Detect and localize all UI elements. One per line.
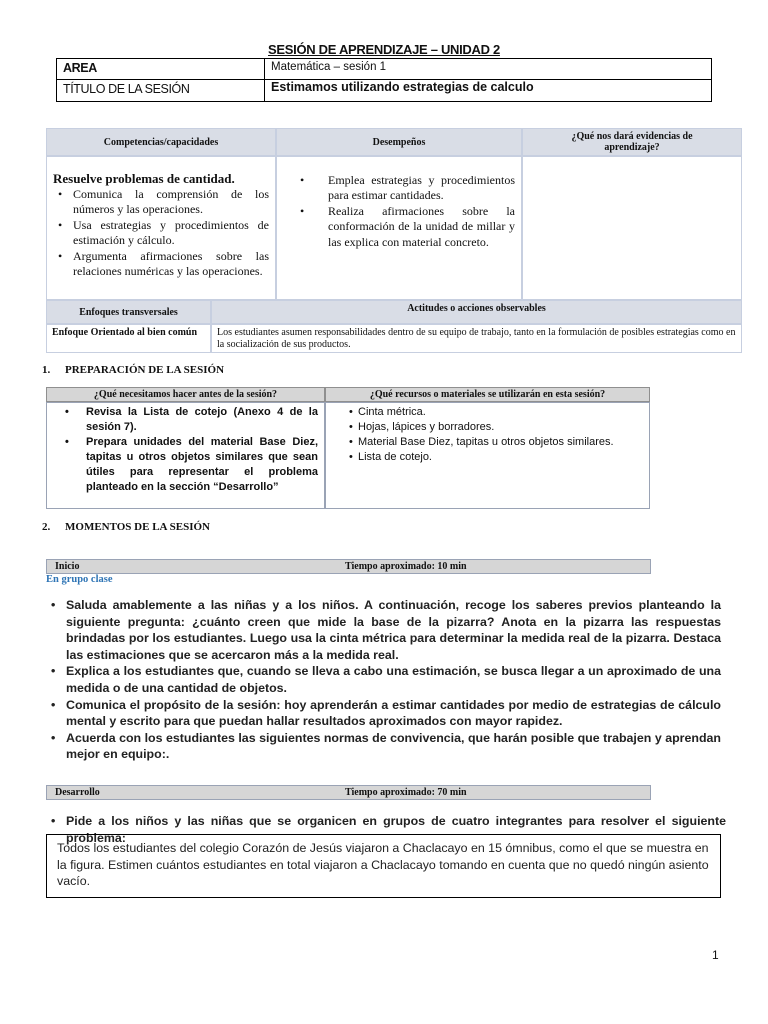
list-item: • Argumenta afirmaciones sobre las relaciones numéricas y las operaciones.	[53, 249, 269, 280]
section-number: 2.	[42, 521, 51, 533]
competencias-table	[46, 128, 742, 353]
list-item: • Comunica la comprensión de los números y las operaciones.	[53, 187, 269, 218]
competencia-title: Resuelve problemas de cantidad.	[53, 171, 235, 186]
column-divider	[264, 58, 265, 102]
section-1-heading	[42, 364, 224, 376]
list-item: • Comunica el propósito de la sesión: hoy aprenderán a estimar cantidades por medio de estrategias de cálculo mental y escrito para que puedan hallar resultados aproximados con mayor rapidez.	[46, 697, 721, 730]
evidencias-cell	[522, 156, 742, 300]
list-item: • Prepara unidades del material Base Diez, tapitas u otros objetos similares que sean útiles para representar el problema planteado en la sección “Desarrollo”	[60, 435, 318, 495]
list-item: • Pide a los niños y las niñas que se organicen en grupos de cuatro integrantes para resolver el siguiente problema:	[46, 813, 726, 846]
list-item: • Hojas, lápices y borradores.	[344, 420, 643, 435]
enfoque-cell: Enfoque Orientado al bien común	[46, 324, 211, 353]
desarrollo-time-bar	[46, 785, 651, 800]
competencias-cell	[46, 156, 276, 300]
section-2-heading	[42, 521, 210, 533]
header-actitudes: Actitudes o acciones observables	[211, 300, 742, 324]
header-evidencias: ¿Qué nos dará evidencias de aprendizaje?	[522, 128, 742, 156]
resources-cell	[325, 402, 650, 509]
area-row	[57, 59, 711, 80]
capacidades-list	[53, 187, 269, 279]
list-item: • Material Base Diez, tapitas u otros objetos similares.	[344, 435, 643, 450]
header-enfoques: Enfoques transversales	[46, 300, 211, 324]
desempenos-cell	[276, 156, 522, 300]
desarrollo-label: Desarrollo	[55, 787, 100, 798]
list-item: • Emplea estrategias y procedimientos para estimar cantidades.	[295, 173, 515, 204]
list-item: • Acuerda con los estudiantes las siguientes normas de convivencia, que harán posible que trabajen y aprendan mejor en equipo:.	[46, 730, 721, 763]
inicio-label: Inicio	[55, 561, 80, 572]
desarrollo-time: Tiempo aproximado: 70 min	[345, 787, 467, 798]
section-title: MOMENTOS DE LA SESIÓN	[65, 521, 210, 533]
list-item: • Explica a los estudiantes que, cuando se lleva a cabo una estimación, se busca llegar a un aproximado de una medida o de una cantidad de objetos.	[46, 663, 721, 696]
inicio-time-bar	[46, 559, 651, 574]
list-item: • Cinta métrica.	[344, 405, 643, 420]
before-session-list	[60, 405, 318, 495]
group-label: En grupo clase	[46, 574, 113, 585]
problem-box: Todos los estudiantes del colegio Corazón de Jesús viajaron a Chaclacayo en 15 ómnibus, como el que se muestra en la figura. Estimen cuántos estudiantes en total viajaron a Chaclacayo tomando en cuenta que no quedó ningún asiento vacío.	[46, 834, 721, 898]
header-before-session: ¿Qué necesitamos hacer antes de la sesión?	[46, 387, 325, 402]
before-session-cell	[46, 402, 325, 509]
area-label: AREA	[63, 61, 97, 75]
header-resources: ¿Qué recursos o materiales se utilizarán en esta sesión?	[325, 387, 650, 402]
section-title: PREPARACIÓN DE LA SESIÓN	[65, 364, 225, 376]
resources-list	[344, 405, 643, 465]
preparation-table	[46, 387, 650, 509]
session-info-table	[56, 58, 712, 102]
page-number: 1	[712, 948, 719, 962]
session-title-row	[57, 80, 711, 101]
list-item: • Revisa la Lista de cotejo (Anexo 4 de la sesión 7).	[60, 405, 318, 435]
header-desempenos: Desempeños	[276, 128, 522, 156]
inicio-list	[46, 597, 721, 763]
header-competencias: Competencias/capacidades	[46, 128, 276, 156]
area-value: Matemática – sesión 1	[271, 61, 387, 73]
list-item: • Usa estrategias y procedimientos de estimación y cálculo.	[53, 218, 269, 249]
session-title-value: Estimamos utilizando estrategias de calculo	[271, 80, 534, 94]
desempenos-list	[295, 173, 515, 250]
actitud-cell: Los estudiantes asumen responsabilidades dentro de su equipo de trabajo, tanto en la formulación de posibles estrategias como en la socialización de sus productos.	[211, 324, 742, 353]
inicio-time: Tiempo aproximado: 10 min	[345, 561, 467, 572]
list-item: • Lista de cotejo.	[344, 450, 643, 465]
document-title: SESIÓN DE APRENDIZAJE – UNIDAD 2	[268, 42, 500, 57]
section-number: 1.	[42, 364, 51, 376]
session-title-label: TÍTULO DE LA SESIÓN	[63, 82, 190, 96]
list-item: • Saluda amablemente a las niñas y a los niños. A continuación, recoge los saberes previos planteando la siguiente pregunta: ¿cuánto creen que mide la base de la pizarra? Anota en la pizarra las respuestas brindadas por los estudiantes. Luego usa la cinta métrica para determinar la medida real de la pizarra. Destaca las estimaciones que se acercaron más a la medida real.	[46, 597, 721, 663]
list-item: • Realiza afirmaciones sobre la conformación de la unidad de millar y las explica con material concreto.	[295, 204, 515, 250]
